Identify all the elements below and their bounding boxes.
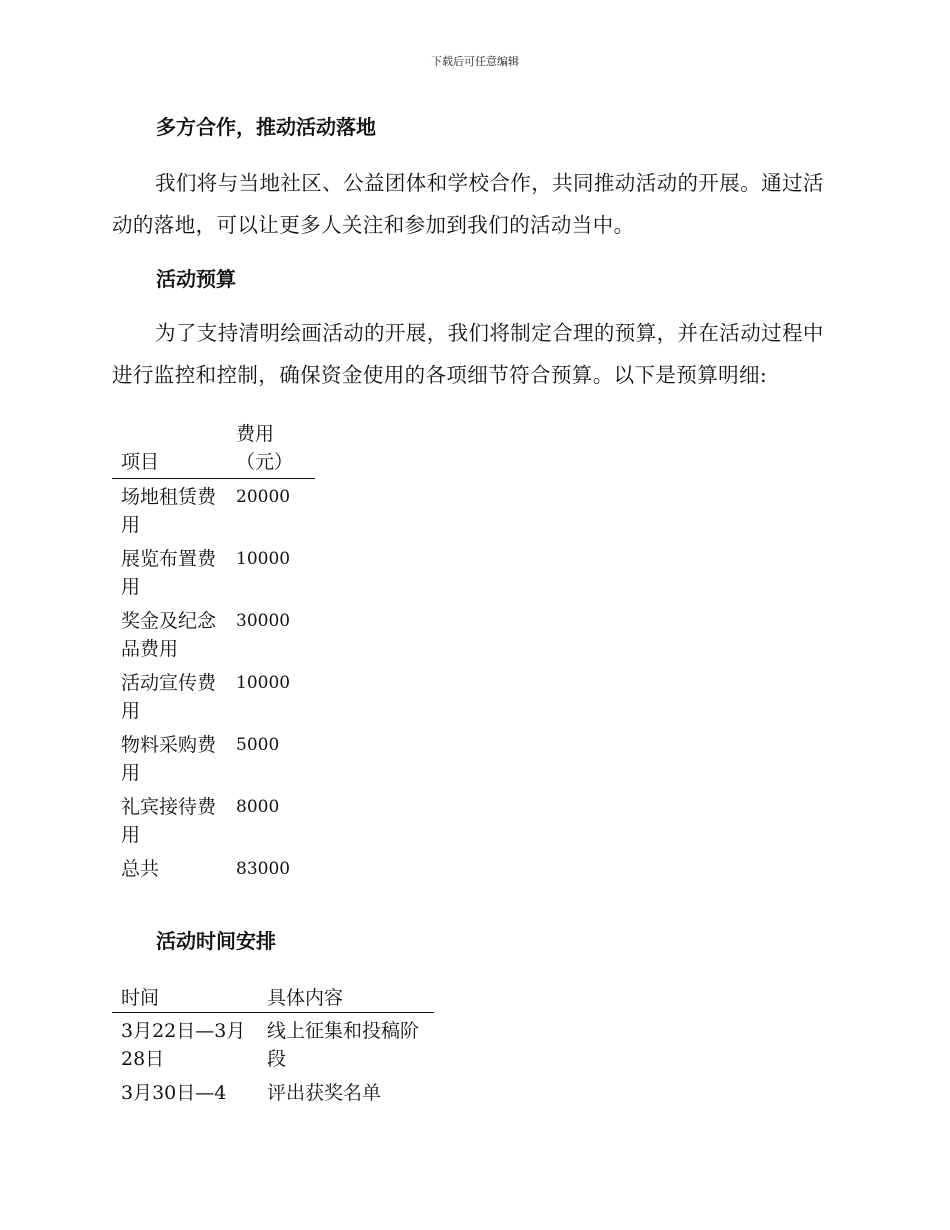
- schedule-table: [112, 984, 434, 1109]
- table-row: [112, 479, 315, 542]
- budget-cost-cell: 5000: [236, 735, 280, 755]
- budget-cost-cell: 10000: [236, 673, 291, 693]
- section-heading-schedule: 活动时间安排: [156, 929, 276, 953]
- table-row: [112, 789, 315, 851]
- schedule-content-cell: 线上征集和投稿阶段: [267, 1020, 420, 1070]
- budget-item-cell: 礼宾接待费用: [121, 796, 217, 846]
- table-row: [112, 1013, 434, 1076]
- budget-table-header-row: [112, 420, 315, 479]
- schedule-header-content: 具体内容: [267, 987, 344, 1009]
- schedule-header-time: 时间: [121, 987, 160, 1009]
- paragraph-cooperation: 我们将与当地社区、公益团体和学校合作，共同推动活动的开展。通过活动的落地，可以让更多人关注和参加到我们的活动当中。: [112, 171, 824, 237]
- budget-item-cell: 展览布置费用: [121, 548, 217, 598]
- budget-cost-cell: 20000: [236, 487, 291, 507]
- table-row: [112, 541, 315, 603]
- budget-total-row: [112, 851, 315, 885]
- schedule-table-header-row: [112, 984, 434, 1013]
- schedule-time-cell: 3月30日—4: [121, 1082, 227, 1104]
- section-heading-cooperation: 多方合作，推动活动落地: [156, 115, 376, 139]
- schedule-table-wrap: [112, 984, 434, 1109]
- budget-cost-cell: 10000: [236, 549, 291, 569]
- budget-item-cell: 奖金及纪念品费用: [121, 610, 217, 660]
- section-heading-budget: 活动预算: [156, 267, 236, 291]
- budget-total-value: 83000: [236, 859, 291, 879]
- budget-table-wrap: [112, 420, 315, 885]
- table-row: [112, 603, 315, 665]
- budget-table: [112, 420, 315, 885]
- schedule-content-cell: 评出获奖名单: [267, 1082, 382, 1104]
- table-row: [112, 665, 315, 727]
- budget-total-label: 总共: [121, 858, 160, 880]
- table-row: [112, 1075, 434, 1109]
- page-header: 下载后可任意编辑: [431, 55, 519, 68]
- paragraph-budget: 为了支持清明绘画活动的开展，我们将制定合理的预算，并在活动过程中进行监控和控制，确保资金使用的各项细节符合预算。以下是预算明细:: [112, 321, 824, 387]
- budget-cost-cell: 30000: [236, 611, 291, 631]
- budget-item-cell: 场地租赁费用: [121, 486, 217, 536]
- budget-header-cost: 费用（元）: [236, 423, 294, 473]
- schedule-time-cell: 3月22日—3月28日: [121, 1020, 246, 1070]
- budget-item-cell: 物料采购费用: [121, 734, 217, 784]
- budget-item-cell: 活动宣传费用: [121, 672, 217, 722]
- budget-cost-cell: 8000: [236, 797, 280, 817]
- budget-header-item: 项目: [121, 451, 160, 473]
- table-row: [112, 727, 315, 789]
